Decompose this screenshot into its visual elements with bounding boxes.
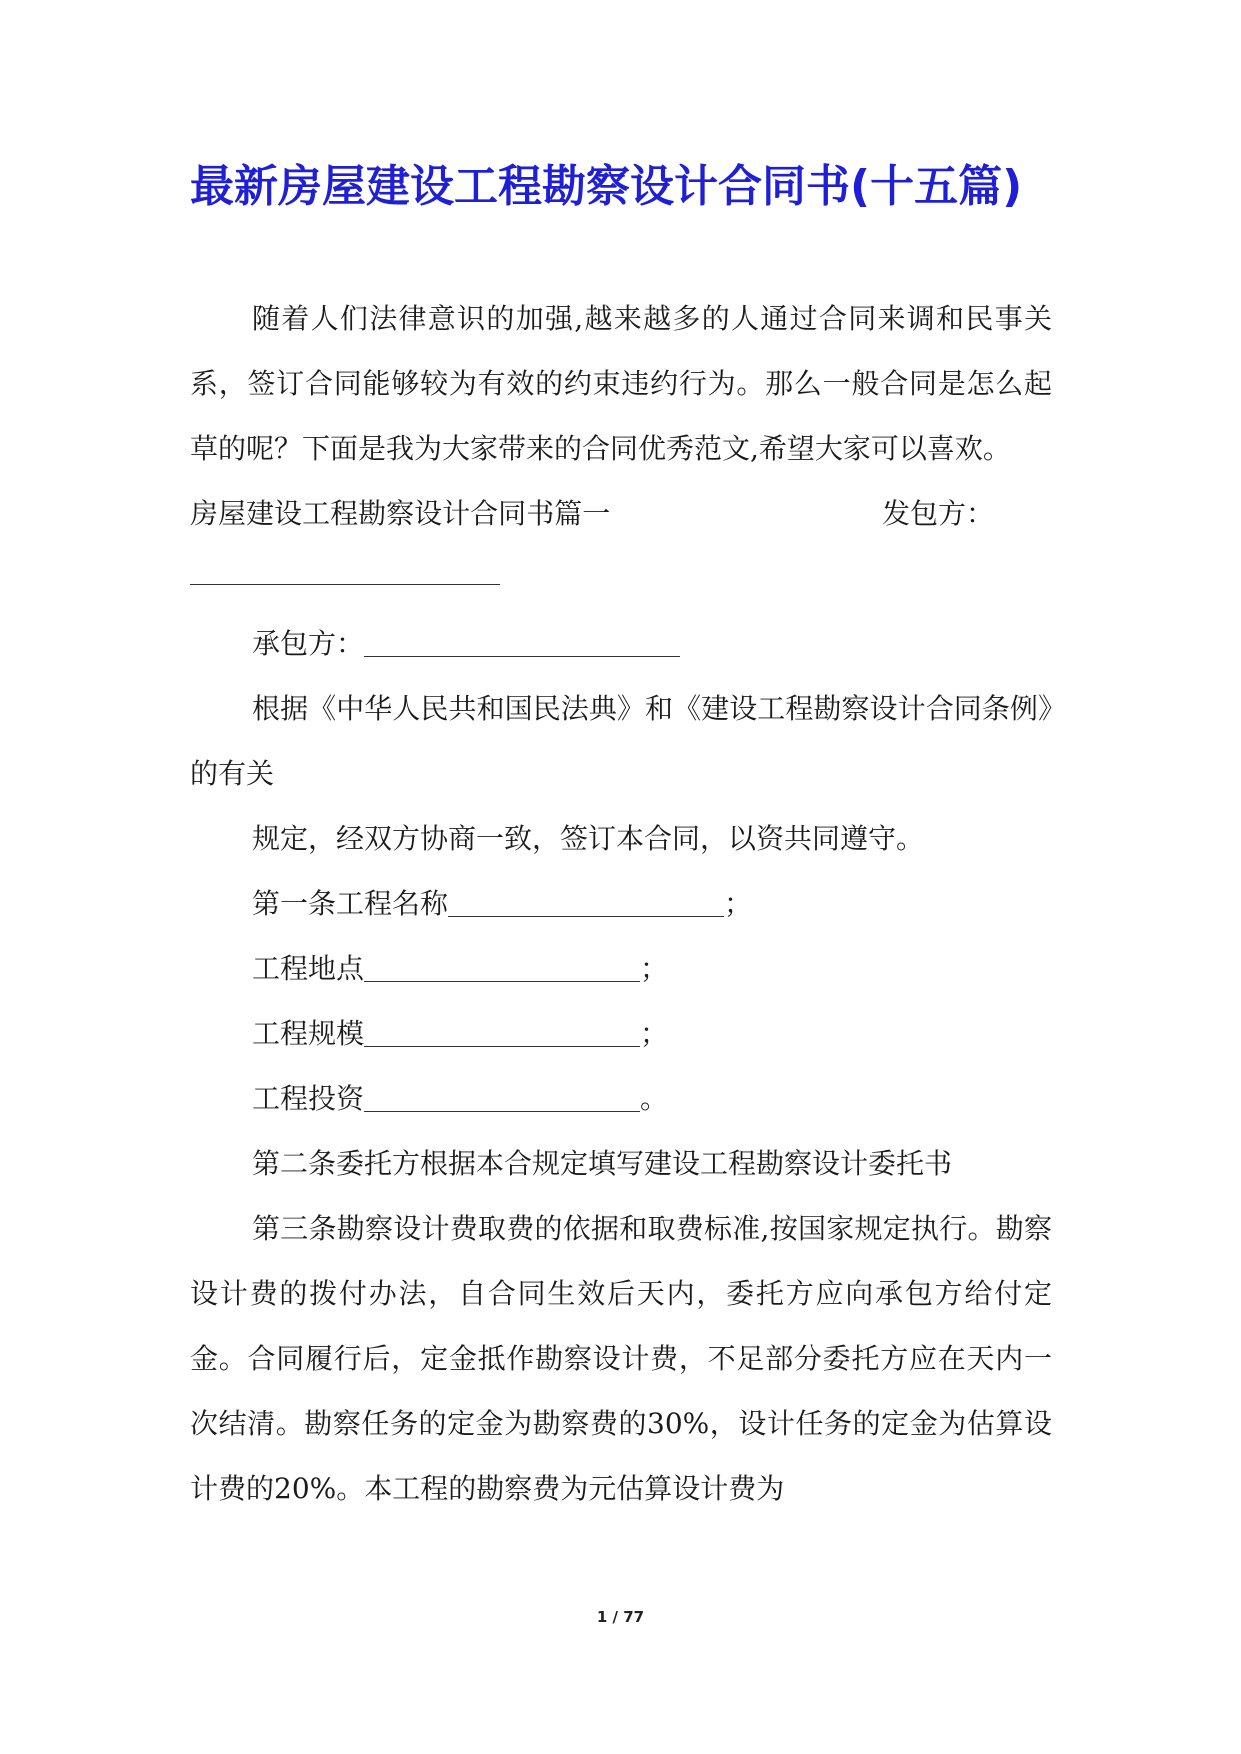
heading-char: 篇 [554,497,583,530]
intro-paragraph: 随着人们法律意识的加强,越来越多的人通过合同来调和民事关系，签订合同能够较为有效的约束违约行为。那么一般合同是怎么起草的呢？下面是我为大家带来的合同优秀范文,希望大家可以喜欢。 [190,302,1052,465]
document-title: 最新房屋建设工程勘察设计合同书(十五篇) [190,161,1023,212]
basis-paragraph: 根据《中华人民共和国民法典》和《建设工程勘察设计合同条例》的有关 [190,692,1052,790]
scale-line [190,1001,1052,1066]
heading-char: 建 [246,497,275,530]
party-a-label [882,481,1052,546]
investment-underline [364,1081,640,1112]
heading-char: 勘 [358,497,387,530]
location-end: ； [640,952,669,985]
document-body [190,286,1052,1521]
location-label: 工程地点 [252,952,365,985]
heading-char: 发 [882,497,911,530]
heading-char: 合 [470,497,499,530]
investment-end: 。 [640,1082,669,1115]
heading-char: 房 [190,497,219,530]
project-name-underline [448,886,724,917]
heading-char: 工 [302,497,331,530]
heading-char: 程 [330,497,359,530]
section-heading-line [190,481,1052,546]
article-1-line [190,871,1052,936]
party-b-underline [364,626,680,657]
scale-label: 工程规模 [252,1017,365,1050]
heading-char: 同 [498,497,527,530]
heading-char: 设 [414,497,443,530]
article-3-paragraph: 第三条勘察设计费取费的依据和取费标准,按国家规定执行。勘察设计费的拨付办法，自合同生效后天内，委托方应向承包方给付定金。合同履行后，定金抵作勘察设计费，不足部分委托方应在天内一次结清。勘察任务的定金为勘察费的30%，设计任务的定金为估算设计费的20%。本工程的勘察费为元估算设计费为 [190,1212,1052,1505]
investment-label: 工程投资 [252,1082,365,1115]
article-1-end: ； [724,887,753,920]
scale-end: ； [640,1017,669,1050]
article-1-label: 第一条工程名称 [252,887,449,920]
party-b-line [190,611,1052,676]
heading-char: 书 [526,497,555,530]
scale-underline [364,1016,640,1047]
heading-char: 屋 [218,497,247,530]
article-2-paragraph: 第二条委托方根据本合规定填写建设工程勘察设计委托书 [252,1147,953,1180]
heading-char: ： [966,497,995,530]
basis-paragraph-continued: 规定，经双方协商一致，签订本合同，以资共同遵守。 [252,822,925,855]
party-b-label: 承包方： [252,627,365,660]
heading-char: 设 [274,497,303,530]
section-heading [190,481,780,546]
heading-char: 察 [386,497,415,530]
party-a-underline [190,584,500,585]
heading-char: 计 [442,497,471,530]
location-line [190,936,1052,1001]
location-underline [364,951,640,982]
heading-char: 一 [582,497,611,530]
investment-line [190,1066,1052,1131]
heading-char: 方 [938,497,967,530]
party-a-blank [190,546,1052,611]
page-number: 1 / 77 [596,1608,645,1626]
heading-char: 包 [910,497,939,530]
